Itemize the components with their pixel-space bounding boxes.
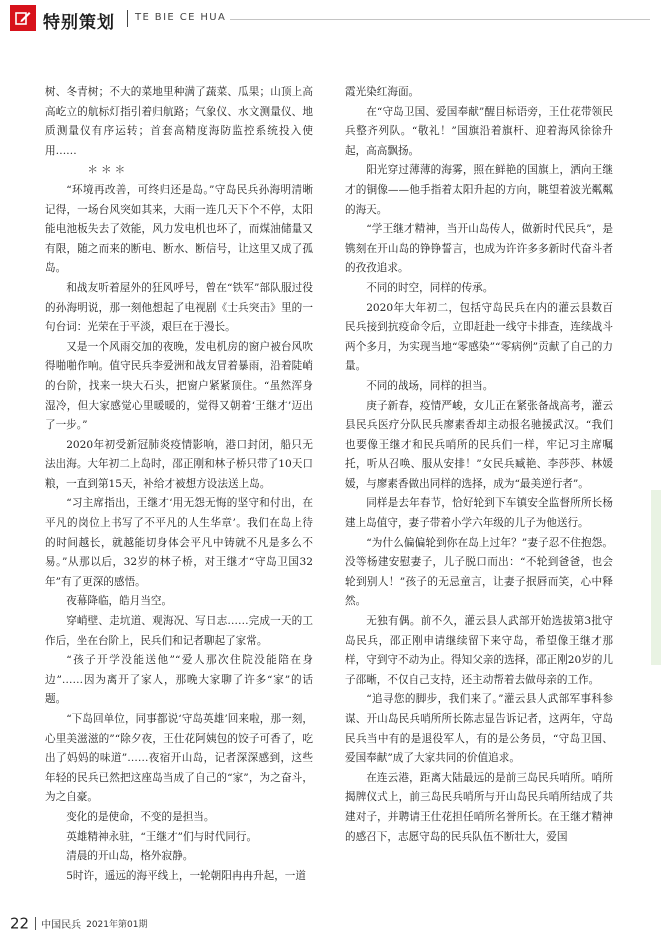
body-paragraph: “追寻您的脚步，我们来了。”灌云县人武部军事科参谋、开山岛民兵哨所所长陈志显告诉记者，这两年，守岛民兵当中有的是退役军人，有的是公务员，“守岛卫国、爱国奉献”成了大家共同的价值追求。 — [345, 693, 613, 765]
body-paragraph: 庚子新春，疫情严峻，女儿正在紧张备战高考，灌云县民兵医疗分队民兵廖素香却主动报名驰援武汉。“我们也要像王继才和民兵哨所的民兵们一样，牢记习主席嘱托，听从召唤、服从安排！”女民兵臧艳、李莎莎、林媛媛，与廖素香做出同样的选择，成为“最美逆行者”。 — [345, 399, 613, 490]
body-paragraph: 无独有偶。前不久，灌云县人武部开始选拔第3批守岛民兵，邵正刚申请继续留下来守岛，希望像王继才那样，守到守不动为止。得知父亲的选择，邵正刚20岁的儿子邵晰，不仅自己支持，还主动帮着去做母亲的工作。 — [345, 615, 613, 686]
body-paragraph: 又是一个风雨交加的夜晚，发电机房的窗户被台风吹得啪啪作响。值守民兵李爱洲和战友冒着暴雨，沿着陡峭的台阶，找来一块大石头，把窗户紧紧顶住。“虽然浑身湿冷，但大家感觉心里暖暖的，觉得又朝着‘王继才’迈出了一步。” — [45, 340, 313, 432]
body-paragraph: 阳光穿过薄薄的海雾，照在鲜艳的国旗上，洒向王继才的铜像——他手指着太阳升起的方向，眺望着波光粼粼的海天。 — [345, 164, 613, 216]
body-paragraph: “为什么偏偏轮到你在岛上过年？”妻子忍不住抱怨。没等杨建安慰妻子，儿子脱口而出：“不轮到爸爸，也会轮到别人！”孩子的无忌童言，让妻子抿唇而笑，心中释然。 — [345, 536, 613, 608]
body-paragraph: “孩子开学没能送他”“爱人那次住院没能陪在身边”……因为离开了家人，那晚大家聊了许多“家”的话题。 — [45, 654, 313, 706]
body-paragraph: 清晨的开山岛，格外寂静。 — [66, 850, 194, 863]
header-rule — [230, 19, 650, 20]
body-paragraph: “学王继才精神，当开山岛传人，做新时代民兵”，是镌刻在开山岛的铮铮誓言，也成为许许多多新时代奋斗者的孜孜追求。 — [345, 223, 613, 275]
footer-divider — [35, 917, 36, 930]
body-paragraph: 2020年初受新冠肺炎疫情影响，港口封闭，船只无法出海。大年初二上岛时，邵正刚和林子桥只带了10天口粮，一直到第15天，补给才被想方设法送上岛。 — [45, 438, 313, 490]
body-paragraph: 穿峭壁、走坑道、观海况、写日志……完成一天的工作后，坐在台阶上，民兵们和记者聊起了家常。 — [45, 615, 313, 647]
body-paragraph: 5时许，遥远的海平线上，一轮朝阳冉冉升起，一道 — [66, 869, 306, 882]
body-paragraph: 和战友听着屋外的狂风呼号，曾在“铁军”部队服过役的孙海明说，那一刻他想起了电视剧《士兵突击》里的一句台词：光荣在于平淡，艰巨在于漫长。 — [45, 281, 313, 334]
page-number: 22 — [10, 914, 30, 933]
body-paragraph: 英雄精神永驻，“王继才”们与时代同行。 — [66, 830, 258, 843]
page-footer — [10, 913, 147, 931]
side-decoration-strip — [651, 490, 661, 665]
magazine-name: 中国民兵 — [41, 920, 82, 931]
body-paragraph: 不同的战场，同样的担当。 — [366, 379, 494, 392]
section-title: 特别策划 — [43, 13, 115, 33]
body-paragraph: 在连云港，距离大陆最远的是前三岛民兵哨所。哨所揭牌仪式上，前三岛民兵哨所与开山岛民兵哨所结成了共建对子，并聘请王仕花担任哨所名誉所长。在王继才精神的感召下，志愿守岛的民兵队伍不断壮大，爱国 — [345, 771, 613, 843]
body-paragraph: 不同的时空，同样的传承。 — [366, 281, 494, 294]
issue-label: 2021年第01期 — [86, 920, 148, 930]
section-break: ＊＊＊ — [87, 164, 129, 177]
body-paragraph: 霞光染红海面。 — [345, 86, 420, 98]
body-paragraph: “环境再改善，可终归还是岛。”守岛民兵孙海明清晰记得，一场台风突如其来，大雨一连几天下个不停，太阳能电池板失去了效能，风力发电机也坏了，而煤油储量又有限，随之而来的断电、断水、断信号，让这里又成了孤岛。 — [45, 183, 313, 275]
body-paragraph: 在“守岛卫国、爱国奉献”醒目标语旁，王仕花带领民兵整齐列队。“敬礼！”国旗沿着旗杆、迎着海风徐徐升起，高高飘扬。 — [345, 105, 613, 157]
body-paragraph: 夜幕降临，皓月当空。 — [66, 595, 173, 608]
section-logo — [10, 5, 36, 31]
left-column — [45, 83, 313, 882]
page-header — [10, 5, 650, 31]
body-paragraph: 树、冬青树；不大的菜地里种满了蔬菜、瓜果；山顶上高高屹立的航标灯指引着归航路；气象仪、水文测量仪、地质测量仪有序运转；首套高精度海防监控系统投入使用…… — [45, 86, 313, 157]
body-paragraph: 2020年大年初二，包括守岛民兵在内的灌云县数百民兵接到抗疫命令后，立即赶赴一线守卡排查，连续战斗两个多月，为实现当地“零感染”“零病例”贡献了自己的力量。 — [345, 301, 613, 373]
body-paragraph: “习主席指出，王继才‘用无怨无悔的坚守和付出，在平凡的岗位上书写了不平凡的人生华章’。我们在岛上待的时间越长，就越能切身体会平凡中铸就不凡是多么不易。”从那以后，32岁的林子桥，对王继才“守岛卫国32年”有了更深的感悟。 — [45, 497, 313, 588]
body-paragraph: “下岛回单位，同事都说‘守岛英雄’回来啦，那一刻，心里美滋滋的”“除夕夜，王仕花阿姨包的饺子可香了，吃出了妈妈的味道”……夜宿开山岛，记者深深感到，这些年轻的民兵已然把这座岛当成了自己的“家”，为之奋斗，为之自豪。 — [45, 713, 313, 804]
section-title-en: TE BIE CE HUA — [135, 12, 227, 23]
right-column — [345, 83, 613, 873]
header-divider — [127, 10, 128, 27]
body-paragraph: 变化的是使命，不变的是担当。 — [66, 810, 215, 823]
body-paragraph: 同样是去年春节，恰好轮到下车镇安全监督所所长杨建上岛值守，妻子带着小学六年级的儿子为他送行。 — [345, 497, 613, 530]
pen-icon — [15, 10, 31, 26]
